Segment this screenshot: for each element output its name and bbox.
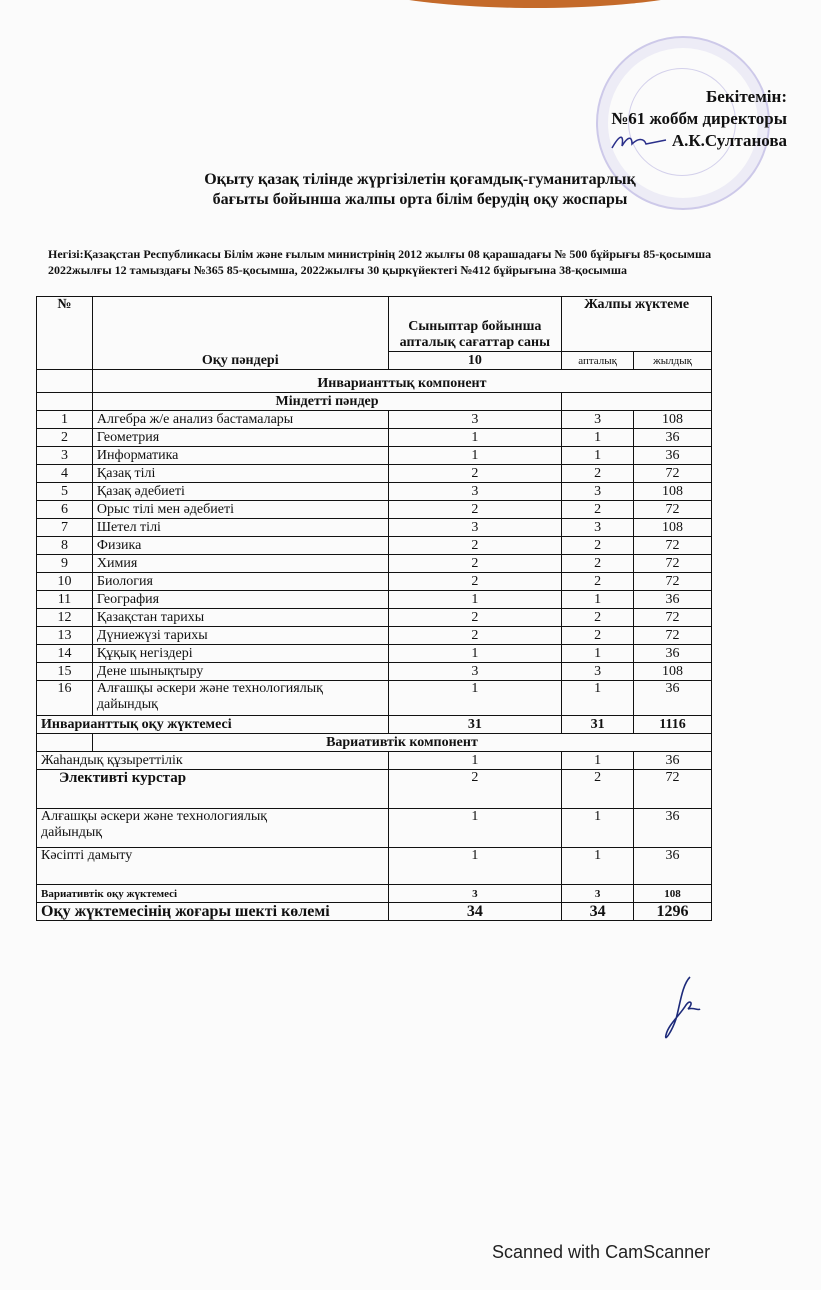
yearly: 36	[634, 809, 712, 848]
subject-name: География	[92, 591, 388, 609]
page-title	[180, 170, 660, 210]
hours: 2	[388, 501, 562, 519]
basis-line-2: 2022жылғы 12 тамыздағы №365 85-қосымша, 2022жылғы 30 қыркүйектегі №412 бұйрығына 38-қосымша	[48, 263, 627, 277]
weekly: 3	[562, 519, 634, 537]
subject-name: Алғашқы әскери және технологиялық дайындық	[37, 809, 389, 848]
yearly: 72	[634, 555, 712, 573]
yearly: 36	[634, 591, 712, 609]
yearly: 36	[634, 447, 712, 465]
subject-name: Қазақстан тарихы	[92, 609, 388, 627]
table-row	[37, 519, 712, 537]
hours: 2	[388, 609, 562, 627]
row-number: 1	[37, 411, 93, 429]
weekly: 2	[562, 555, 634, 573]
subject-name: Қазақ әдебиеті	[92, 483, 388, 501]
yearly: 36	[634, 681, 712, 716]
approval-block	[610, 86, 787, 152]
yearly: 108	[634, 519, 712, 537]
title-line-1: Оқыту қазақ тілінде жүргізілетін қоғамдық-гуманитарлық	[204, 171, 636, 188]
subject-name: Дене шынықтыру	[92, 663, 388, 681]
hours: 3	[388, 411, 562, 429]
table-row	[37, 645, 712, 663]
grade-header: 10	[388, 352, 562, 370]
table-row	[37, 501, 712, 519]
row-number: 10	[37, 573, 93, 591]
table-row	[37, 591, 712, 609]
table-header-row	[37, 297, 712, 352]
row-number: 9	[37, 555, 93, 573]
col-num-header: №	[37, 297, 93, 370]
yearly: 72	[634, 501, 712, 519]
legal-basis	[48, 246, 808, 278]
hours: 3	[388, 519, 562, 537]
weekly: 3	[562, 411, 634, 429]
weekly: 2	[562, 770, 634, 809]
curriculum-table	[36, 296, 712, 921]
yearly-header: жылдық	[634, 352, 712, 370]
weekly: 2	[562, 609, 634, 627]
subject-name: Алғашқы әскери және технологиялық дайындық	[92, 681, 388, 716]
max-total-row	[37, 903, 712, 921]
weekly-header: апталық	[562, 352, 634, 370]
mandatory-section-label: Міндетті пәндер	[92, 393, 561, 411]
invariant-total-row	[37, 716, 712, 734]
yearly: 36	[634, 429, 712, 447]
weekly: 2	[562, 537, 634, 555]
subject-name: Алгебра ж/е анализ бастамалары	[92, 411, 388, 429]
row-number: 15	[37, 663, 93, 681]
weekly: 3	[562, 663, 634, 681]
section-row	[37, 370, 712, 393]
subject-name: Орыс тілі мен әдебиеті	[92, 501, 388, 519]
max-total-hours: 34	[388, 903, 562, 921]
signature-icon	[610, 132, 668, 152]
weekly: 1	[562, 447, 634, 465]
row-number: 11	[37, 591, 93, 609]
row-number: 5	[37, 483, 93, 501]
hours: 1	[388, 848, 562, 885]
hours: 1	[388, 447, 562, 465]
invariant-total-weekly: 31	[562, 716, 634, 734]
max-total-label: Оқу жүктемесінің жоғары шекті көлемі	[37, 903, 389, 921]
table-row	[37, 573, 712, 591]
director-name: А.К.Султанова	[671, 131, 787, 150]
table-row	[37, 609, 712, 627]
hours: 2	[388, 627, 562, 645]
table-row	[37, 483, 712, 501]
hours: 2	[388, 537, 562, 555]
yearly: 36	[634, 848, 712, 885]
yearly: 72	[634, 537, 712, 555]
table-row	[37, 465, 712, 483]
row-number: 16	[37, 681, 93, 716]
subject-name: Шетел тілі	[92, 519, 388, 537]
row-number: 8	[37, 537, 93, 555]
hours: 1	[388, 645, 562, 663]
subject-name: Дүниежүзі тарихы	[92, 627, 388, 645]
variative-total-row	[37, 885, 712, 903]
table-row	[37, 809, 712, 848]
scan-edge-artifact	[330, 0, 740, 8]
col-subjects-header: Оқу пәндері	[92, 297, 388, 370]
subject-name: Құқық негіздері	[92, 645, 388, 663]
weekly: 2	[562, 501, 634, 519]
max-total-yearly: 1296	[634, 903, 712, 921]
subject-name: Биология	[92, 573, 388, 591]
section-row	[37, 393, 712, 411]
signature-icon	[660, 975, 710, 1045]
hours: 3	[388, 483, 562, 501]
variative-section-label: Вариативтік компонент	[92, 734, 711, 752]
row-number: 14	[37, 645, 93, 663]
hours: 1	[388, 591, 562, 609]
weekly: 1	[562, 752, 634, 770]
hours: 2	[388, 465, 562, 483]
subject-name: Элективті курстар	[37, 770, 389, 809]
table-row	[37, 848, 712, 885]
table-row	[37, 663, 712, 681]
weekly: 1	[562, 809, 634, 848]
table-row	[37, 429, 712, 447]
row-number: 4	[37, 465, 93, 483]
yearly: 36	[634, 645, 712, 663]
hours: 1	[388, 429, 562, 447]
section-row	[37, 734, 712, 752]
variative-total-weekly: 3	[562, 885, 634, 903]
invariant-total-hours: 31	[388, 716, 562, 734]
yearly: 72	[634, 770, 712, 809]
table-row	[37, 411, 712, 429]
weekly: 2	[562, 573, 634, 591]
weekly: 1	[562, 591, 634, 609]
subject-name: Геометрия	[92, 429, 388, 447]
variative-total-hours: 3	[388, 885, 562, 903]
yearly: 72	[634, 627, 712, 645]
row-number: 6	[37, 501, 93, 519]
weekly: 1	[562, 429, 634, 447]
weekly: 2	[562, 627, 634, 645]
scanner-watermark: Scanned with CamScanner	[492, 1242, 711, 1262]
basis-line-1: Негізі:Қазақстан Республикасы Білім және ғылым министрінің 2012 жылғы 08 қарашадағы № 500 бұйрығы 85-қосымша	[48, 247, 712, 261]
yearly: 108	[634, 483, 712, 501]
table-row	[37, 537, 712, 555]
weekly: 1	[562, 848, 634, 885]
row-number: 7	[37, 519, 93, 537]
weekly: 1	[562, 645, 634, 663]
weekly: 2	[562, 465, 634, 483]
invariant-total-yearly: 1116	[634, 716, 712, 734]
row-number: 2	[37, 429, 93, 447]
approval-label: Бекітемін:	[706, 87, 787, 106]
col-total-load-header: Жалпы жүктеме	[562, 297, 712, 352]
max-total-weekly: 34	[562, 903, 634, 921]
subject-name: Қазақ тілі	[92, 465, 388, 483]
director-title: №61 жоббм директоры	[611, 109, 787, 128]
subject-name: Физика	[92, 537, 388, 555]
hours: 2	[388, 770, 562, 809]
yearly: 72	[634, 573, 712, 591]
hours: 1	[388, 809, 562, 848]
subject-name: Жаһандық құзыреттілік	[37, 752, 389, 770]
variative-total-yearly: 108	[634, 885, 712, 903]
col-weekly-hours-header: Сыныптар бойынша апталық сағаттар саны	[388, 297, 562, 352]
table-row	[37, 627, 712, 645]
hours: 2	[388, 555, 562, 573]
yearly: 108	[634, 411, 712, 429]
weekly: 3	[562, 483, 634, 501]
variative-total-label: Вариативтік оқу жүктемесі	[37, 885, 389, 903]
row-number: 13	[37, 627, 93, 645]
invariant-section-label: Инварианттық компонент	[92, 370, 711, 393]
table-row	[37, 770, 712, 809]
hours: 2	[388, 573, 562, 591]
hours: 1	[388, 681, 562, 716]
subject-name: Кәсіпті дамыту	[37, 848, 389, 885]
yearly: 108	[634, 663, 712, 681]
row-number: 12	[37, 609, 93, 627]
invariant-total-label: Инварианттық оқу жүктемесі	[37, 716, 389, 734]
table-row	[37, 555, 712, 573]
yearly: 72	[634, 609, 712, 627]
title-line-2: бағыты бойынша жалпы орта білім берудің оқу жоспары	[212, 191, 628, 208]
table-row	[37, 447, 712, 465]
weekly: 1	[562, 681, 634, 716]
subject-name: Информатика	[92, 447, 388, 465]
hours: 3	[388, 663, 562, 681]
yearly: 72	[634, 465, 712, 483]
row-number: 3	[37, 447, 93, 465]
table-row	[37, 681, 712, 716]
table-row	[37, 752, 712, 770]
subject-name: Химия	[92, 555, 388, 573]
hours: 1	[388, 752, 562, 770]
yearly: 36	[634, 752, 712, 770]
